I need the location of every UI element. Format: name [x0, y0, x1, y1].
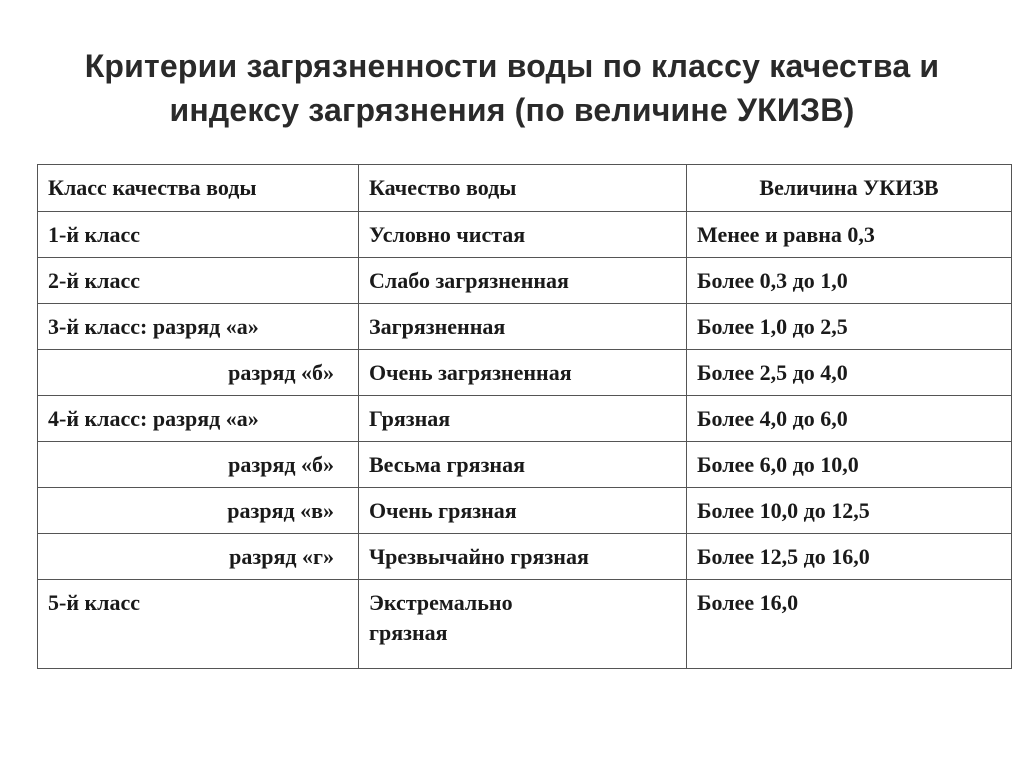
header-quality: Качество воды: [359, 165, 687, 212]
header-ukizv: Величина УКИЗВ: [687, 165, 1012, 212]
cell-ukizv: Более 6,0 до 10,0: [687, 442, 1012, 488]
cell-quality: Условно чистая: [359, 212, 687, 258]
cell-class: 2-й класс: [38, 258, 359, 304]
table-row: [38, 442, 1012, 488]
cell-quality-text: Экстремально грязная: [369, 590, 513, 645]
table-header-row: [38, 165, 1012, 212]
cell-ukizv: Более 0,3 до 1,0: [687, 258, 1012, 304]
cell-ukizv: Более 10,0 до 12,5: [687, 488, 1012, 534]
table-row: [38, 488, 1012, 534]
cell-class: разряд «б»: [38, 442, 359, 488]
page-title: [0, 44, 1024, 132]
cell-ukizv: Более 2,5 до 4,0: [687, 350, 1012, 396]
cell-class: разряд «б»: [38, 350, 359, 396]
cell-ukizv: Более 16,0: [687, 580, 1012, 669]
cell-quality: Грязная: [359, 396, 687, 442]
cell-quality: Чрезвычайно грязная: [359, 534, 687, 580]
cell-quality: [359, 580, 687, 669]
cell-ukizv: Более 12,5 до 16,0: [687, 534, 1012, 580]
cell-quality: Слабо загрязненная: [359, 258, 687, 304]
title-line-2: индексу загрязнения (по величине УКИЗВ): [169, 92, 855, 128]
cell-class: 1-й класс: [38, 212, 359, 258]
header-class: Класс качества воды: [38, 165, 359, 212]
cell-quality: Очень грязная: [359, 488, 687, 534]
cell-class: разряд «в»: [38, 488, 359, 534]
table-row: [38, 258, 1012, 304]
criteria-table: [37, 164, 1012, 669]
cell-class: разряд «г»: [38, 534, 359, 580]
title-line-1: Критерии загрязненности воды по классу качества и: [84, 48, 940, 84]
table-row: [38, 580, 1012, 669]
cell-class: 5-й класс: [38, 580, 359, 669]
cell-quality: Очень загрязненная: [359, 350, 687, 396]
table-row: [38, 350, 1012, 396]
cell-quality: Загрязненная: [359, 304, 687, 350]
cell-class: 3-й класс: разряд «а»: [38, 304, 359, 350]
table-row: [38, 534, 1012, 580]
cell-class: 4-й класс: разряд «а»: [38, 396, 359, 442]
table-row: [38, 396, 1012, 442]
cell-ukizv: Более 4,0 до 6,0: [687, 396, 1012, 442]
cell-ukizv: Менее и равна 0,3: [687, 212, 1012, 258]
cell-quality: Весьма грязная: [359, 442, 687, 488]
table-row: [38, 212, 1012, 258]
table-row: [38, 304, 1012, 350]
cell-ukizv: Более 1,0 до 2,5: [687, 304, 1012, 350]
